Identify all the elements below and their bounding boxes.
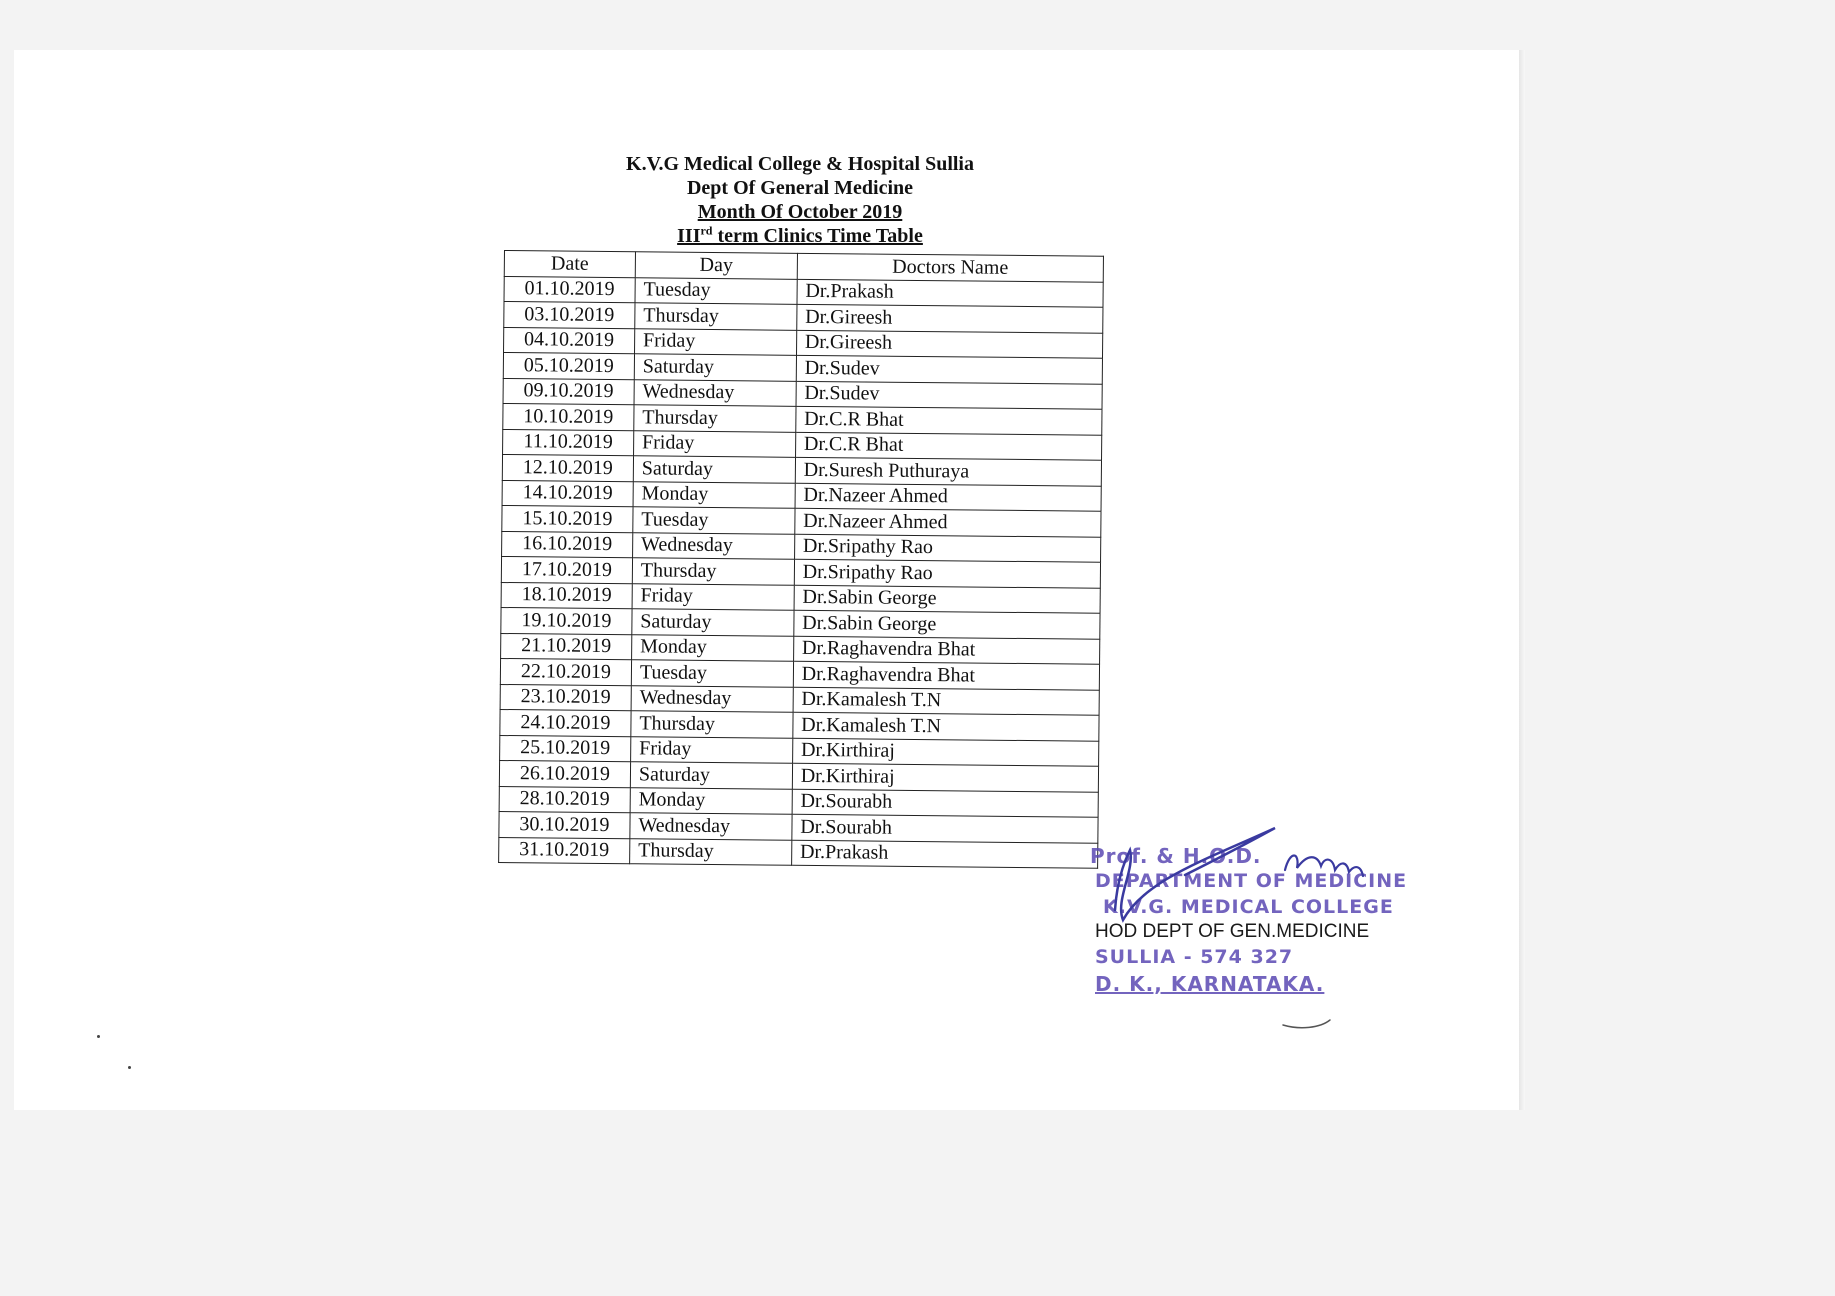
date-cell: 21.10.2019 <box>501 633 632 660</box>
department-name: Dept Of General Medicine <box>686 177 914 199</box>
day-cell: Tuesday <box>631 660 793 687</box>
date-cell: 28.10.2019 <box>499 786 630 813</box>
date-cell: 03.10.2019 <box>504 302 635 329</box>
date-cell: 18.10.2019 <box>501 582 632 609</box>
column-header-day: Day <box>635 252 797 279</box>
date-cell: 10.10.2019 <box>503 403 634 430</box>
doctor-cell: Dr.Kirthiraj <box>792 738 1098 766</box>
day-cell: Monday <box>633 481 795 508</box>
term-ordinal: rd <box>700 223 713 238</box>
date-cell: 23.10.2019 <box>500 684 631 711</box>
day-cell: Saturday <box>634 354 796 381</box>
scan-speck <box>128 1066 131 1069</box>
scan-speck <box>97 1035 100 1038</box>
date-cell: 30.10.2019 <box>499 811 630 838</box>
date-cell: 11.10.2019 <box>503 429 634 456</box>
doctor-cell: Dr.Sourabh <box>792 789 1098 817</box>
day-cell: Saturday <box>630 762 792 789</box>
day-cell: Saturday <box>632 609 794 636</box>
document-header <box>500 152 1100 248</box>
stamp-line-state: D. K., KARNATAKA. <box>1095 972 1325 996</box>
date-cell: 26.10.2019 <box>499 760 630 787</box>
doctor-cell: Dr.Suresh Puthuraya <box>795 457 1101 485</box>
timetable-title <box>500 224 1100 248</box>
date-cell: 15.10.2019 <box>502 505 633 532</box>
day-cell: Friday <box>631 736 793 763</box>
doctor-cell: Dr.C.R Bhat <box>795 432 1101 460</box>
day-cell: Wednesday <box>634 379 796 406</box>
day-cell: Wednesday <box>631 685 793 712</box>
doctor-cell: Dr.Gireesh <box>796 330 1102 358</box>
date-cell: 19.10.2019 <box>501 607 632 634</box>
doctor-cell: Dr.Sripathy Rao <box>794 559 1100 587</box>
stamp-line-department: DEPARTMENT OF MEDICINE <box>1095 870 1408 892</box>
doctor-cell: Dr.Kamalesh T.N <box>793 712 1099 740</box>
day-cell: Friday <box>633 430 795 457</box>
term-number: III <box>677 225 701 247</box>
table-row <box>499 837 1098 868</box>
date-cell: 24.10.2019 <box>500 709 631 736</box>
date-cell: 22.10.2019 <box>500 658 631 685</box>
doctor-cell: Dr.Sourabh <box>792 814 1098 842</box>
timetable-title-text: term Clinics Time Table <box>712 225 923 247</box>
day-cell: Thursday <box>630 838 792 865</box>
doctor-cell: Dr.Kirthiraj <box>792 763 1098 791</box>
date-cell: 01.10.2019 <box>504 276 635 303</box>
doctor-cell: Dr.Sabin George <box>794 585 1100 613</box>
doctor-cell: Dr.Raghavendra Bhat <box>793 636 1099 664</box>
doctor-cell: Dr.Kamalesh T.N <box>793 687 1099 715</box>
doctor-cell: Dr.Prakash <box>797 279 1103 307</box>
table-body <box>499 276 1104 868</box>
stamp-line-city: SULLIA - 574 327 <box>1095 946 1294 968</box>
hod-stamp <box>1085 840 1415 1000</box>
month-title: Month Of October 2019 <box>697 201 903 223</box>
date-cell: 12.10.2019 <box>502 454 633 481</box>
day-cell: Tuesday <box>633 507 795 534</box>
stamp-line-title: Prof. & H.O.D. <box>1090 844 1262 868</box>
signature-scribble <box>1085 840 1415 1000</box>
stamp-line-college: K.V.G. MEDICAL COLLEGE <box>1103 896 1394 918</box>
clinics-timetable <box>498 250 1104 869</box>
day-cell: Thursday <box>632 558 794 585</box>
date-cell: 16.10.2019 <box>502 531 633 558</box>
day-cell: Thursday <box>631 711 793 738</box>
day-cell: Monday <box>631 634 793 661</box>
day-cell: Thursday <box>634 405 796 432</box>
day-cell: Wednesday <box>632 532 794 559</box>
doctor-cell: Dr.Gireesh <box>797 304 1103 332</box>
college-name: K.V.G Medical College & Hospital Sullia <box>626 153 974 175</box>
doctor-cell: Dr.Prakash <box>791 840 1097 868</box>
doctor-cell: Dr.Raghavendra Bhat <box>793 661 1099 689</box>
day-cell: Saturday <box>633 456 795 483</box>
date-cell: 17.10.2019 <box>501 556 632 583</box>
doctor-cell: Dr.Sudev <box>796 381 1102 409</box>
doctor-cell: Dr.C.R Bhat <box>796 406 1102 434</box>
date-cell: 14.10.2019 <box>502 480 633 507</box>
date-cell: 05.10.2019 <box>503 353 634 380</box>
day-cell: Friday <box>634 328 796 355</box>
column-header-date: Date <box>504 251 635 278</box>
doctor-cell: Dr.Sudev <box>796 355 1102 383</box>
day-cell: Thursday <box>635 303 797 330</box>
page-edge-shadow <box>1519 50 1525 1110</box>
date-cell: 25.10.2019 <box>500 735 631 762</box>
date-cell: 31.10.2019 <box>499 837 630 864</box>
day-cell: Monday <box>630 787 792 814</box>
doctor-cell: Dr.Nazeer Ahmed <box>795 483 1101 511</box>
column-header-doctor: Doctors Name <box>797 253 1103 281</box>
day-cell: Friday <box>632 583 794 610</box>
doctor-cell: Dr.Nazeer Ahmed <box>795 508 1101 536</box>
doctor-cell: Dr.Sabin George <box>794 610 1100 638</box>
day-cell: Wednesday <box>630 813 792 840</box>
date-cell: 09.10.2019 <box>503 378 634 405</box>
date-cell: 04.10.2019 <box>504 327 635 354</box>
doctor-cell: Dr.Sripathy Rao <box>794 534 1100 562</box>
hod-label: HOD DEPT OF GEN.MEDICINE <box>1095 921 1370 942</box>
day-cell: Tuesday <box>635 277 797 304</box>
